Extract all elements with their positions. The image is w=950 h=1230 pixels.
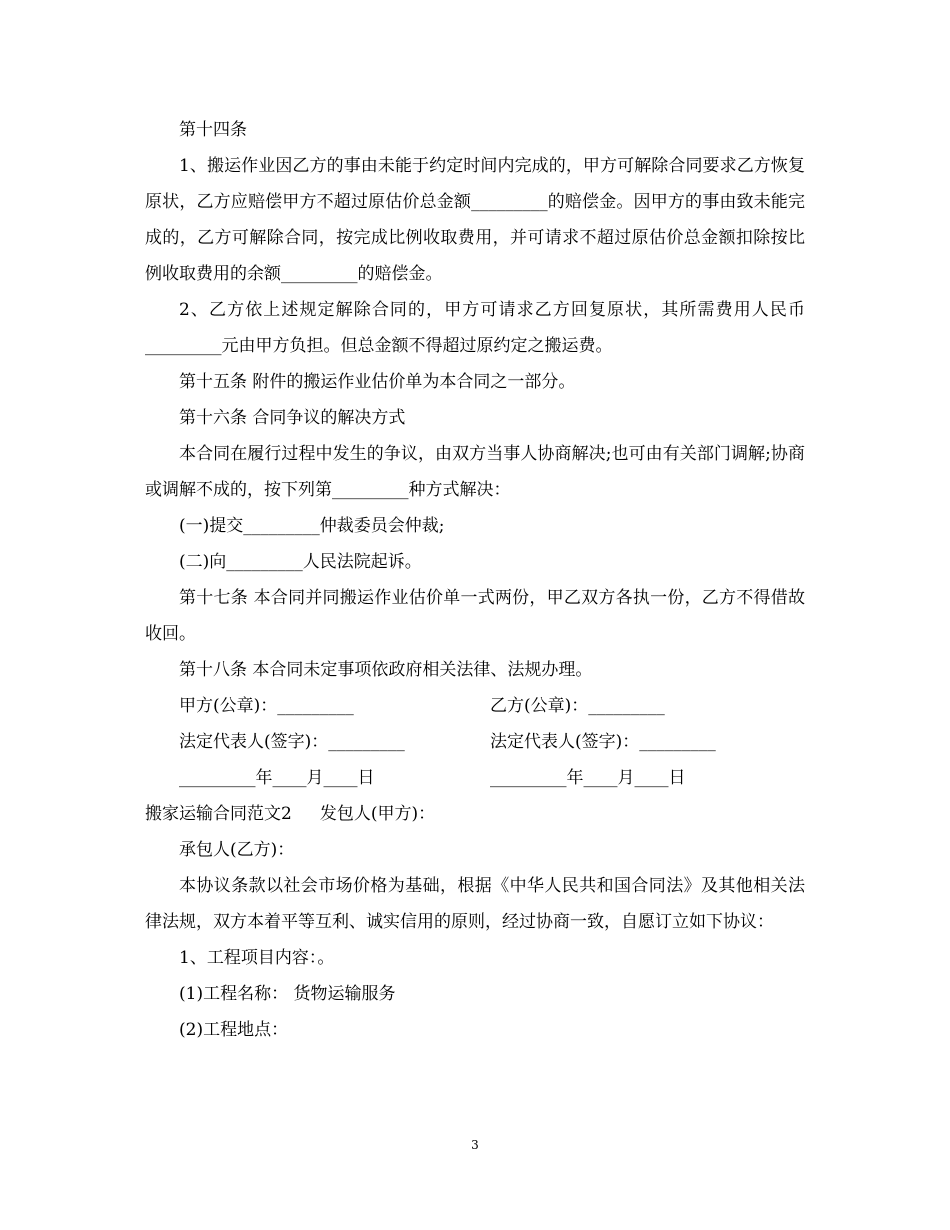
article-16-option-1: (一)提交_________仲裁委员会仲裁; — [179, 516, 445, 536]
page-number: 3 — [471, 1138, 479, 1152]
signature-row-rep — [145, 724, 805, 760]
article-18: 第十八条 本合同未定事项依政府相关法律、法规办理。 — [179, 660, 593, 680]
article-17: 第十七条 本合同并同搬运作业估价单一式两份，甲乙双方各执一份，乙方不得借故收回。 — [145, 588, 805, 644]
signature-row-seal — [145, 688, 805, 724]
party-b-seal: 乙方(公章)：_________ — [490, 696, 665, 716]
article-16-heading: 第十六条 合同争议的解决方式 — [179, 408, 406, 428]
section-2-item-1-name: (1)工程名称： 货物运输服务 — [179, 984, 396, 1004]
article-14-clause-1: 1、搬运作业因乙方的事由未能于约定时间内完成的，甲方可解除合同要求乙方恢复原状，乙方应赔偿甲方不超过原估价总金额_________的赔偿金。因甲方的事由致未能完成的，乙方可解除合同，按完成比例收取费用，并可请求不超过原估价总金额扣除按比例收取费用的余额_________的赔偿金。 — [145, 156, 805, 284]
section-2-contractor: 承包人(乙方)： — [179, 840, 295, 860]
party-b-date: _________年____月____日 — [490, 768, 686, 788]
party-a-seal: 甲方(公章)：_________ — [179, 696, 354, 716]
signature-row-date — [145, 760, 805, 796]
article-16-option-2: (二)向_________人民法院起诉。 — [179, 552, 422, 572]
party-b-representative: 法定代表人(签字)：_________ — [490, 732, 716, 752]
article-15: 第十五条 附件的搬运作业估价单为本合同之一部分。 — [179, 372, 576, 392]
section-2-employer: 发包人(甲方)： — [319, 804, 436, 824]
section-2-preamble: 本协议条款以社会市场价格为基础，根据《中华人民共和国合同法》及其他相关法律法规，双方本着平等互利、诚实信用的原则，经过协商一致，自愿订立如下协议： — [145, 876, 805, 932]
article-14-clause-2: 2、乙方依上述规定解除合同的，甲方可请求乙方回复原状，其所需费用人民币_________元由甲方负担。但总金额不得超过原约定之搬运费。 — [145, 300, 805, 356]
section-2-heading — [145, 796, 805, 832]
document-body — [145, 112, 805, 1048]
section-2-item-1: 1、工程项目内容：。 — [179, 948, 335, 968]
article-14-heading: 第十四条 — [179, 120, 247, 140]
article-16-body: 本合同在履行过程中发生的争议，由双方当事人协商解决;也可由有关部门调解;协商或调解不成的，按下列第_________种方式解决： — [145, 444, 805, 500]
party-a-representative: 法定代表人(签字)：_________ — [179, 732, 405, 752]
section-2-title: 搬家运输合同范文2 — [145, 804, 292, 824]
section-2-item-1-location: (2)工程地点： — [179, 1020, 289, 1040]
party-a-date: _________年____月____日 — [179, 768, 375, 788]
